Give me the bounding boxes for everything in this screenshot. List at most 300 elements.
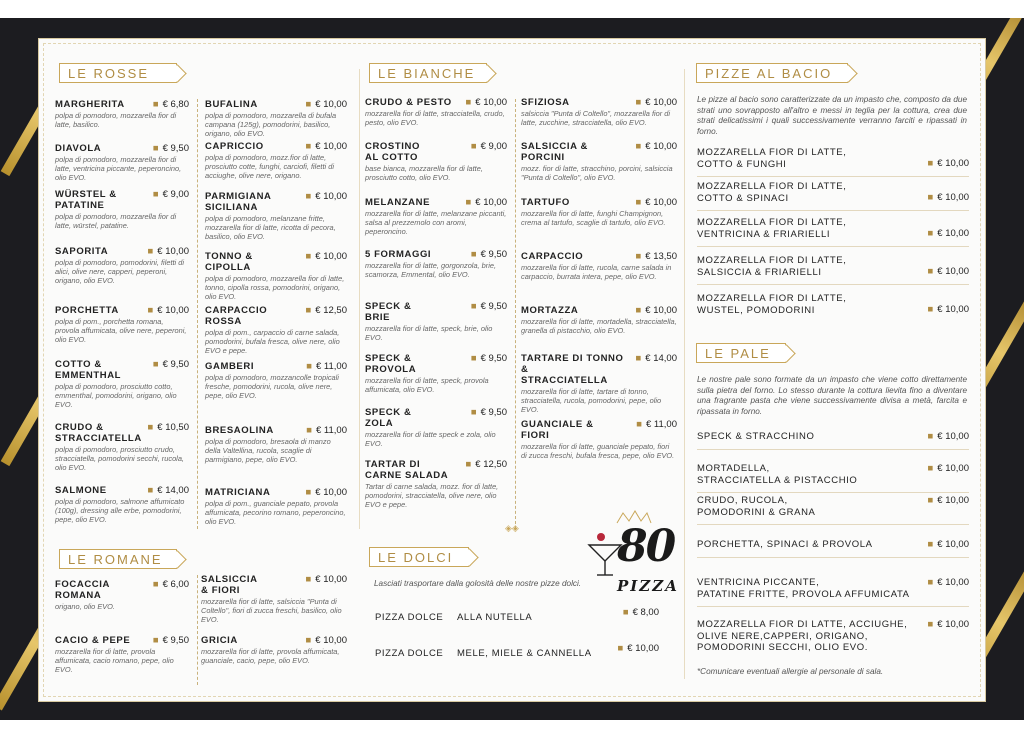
item-price bbox=[148, 422, 189, 433]
bullet-icon: ■ bbox=[927, 577, 934, 588]
item-name: PIZZA DOLCE bbox=[375, 648, 444, 659]
bullet-icon: ■ bbox=[635, 197, 642, 208]
item-price bbox=[928, 539, 969, 550]
row-divider bbox=[697, 246, 969, 247]
item-price bbox=[471, 353, 507, 364]
row-divider bbox=[697, 524, 969, 525]
item-description: mozzarella fior di latte, guanciale pepato, fiori di zucca freschi, bufala fresca, pepe, olio EVO. bbox=[521, 442, 675, 460]
menu-item-guanciale-fiori bbox=[521, 419, 677, 460]
item-price bbox=[148, 305, 189, 316]
row-divider bbox=[697, 492, 969, 493]
item-name: MOZZARELLA FIOR DI LATTE, ACCIUGHE, OLIVE NERE,CAPPERI, ORIGANO, POMODORINI SECCHI, OLIO EVO. bbox=[697, 619, 908, 653]
item-price bbox=[466, 459, 507, 470]
item-description: mozzarella fior di latte, rucola, carne salada in carpaccio, burrata intera, pepe, olio EVO. bbox=[521, 263, 672, 281]
item-price bbox=[928, 228, 969, 239]
bullet-icon: ■ bbox=[152, 359, 159, 370]
section-title-pale: LE PALE bbox=[696, 343, 786, 363]
bacio-item bbox=[697, 217, 969, 240]
item-description: mozzarella fior di latte, speck, provola affumicata, olio EVO. bbox=[365, 376, 489, 394]
item-price-value: € 10,00 bbox=[157, 305, 189, 316]
dolci-item bbox=[375, 643, 659, 661]
item-price bbox=[928, 158, 969, 169]
item-price bbox=[928, 431, 969, 442]
item-price-value: € 10,00 bbox=[315, 574, 347, 585]
bacio-item bbox=[697, 293, 969, 316]
item-name: MELANZANE bbox=[365, 197, 431, 208]
item-price-value: € 10,00 bbox=[315, 99, 347, 110]
menu-item-carpaccio bbox=[521, 251, 677, 281]
item-description: mozzarella fior di latte, speck, brie, olio EVO. bbox=[365, 324, 493, 342]
item-description: polpa di pomodoro, mozzarella fior di latte, ventricina piccante, peperoncino, olio EVO. bbox=[55, 155, 182, 182]
menu-item-porchetta bbox=[55, 305, 189, 344]
item-price bbox=[928, 495, 969, 506]
item-price bbox=[153, 579, 189, 590]
item-name: PORCHETTA bbox=[55, 305, 119, 316]
item-description: mozz. fior di latte, stracchino, porcini, salsiccia "Punta di Coltello", olio EVO. bbox=[521, 164, 673, 182]
bullet-icon: ■ bbox=[305, 635, 312, 646]
item-price-value: € 9,50 bbox=[162, 143, 189, 154]
item-name: SPECK & BRIE bbox=[365, 301, 412, 323]
bullet-icon: ■ bbox=[305, 487, 312, 498]
bullet-icon: ■ bbox=[147, 422, 154, 433]
item-name: TONNO & CIPOLLA bbox=[205, 251, 253, 273]
item-price-value: € 9,00 bbox=[162, 189, 189, 200]
item-name: PORCHETTA, SPINACI & PROVOLA bbox=[697, 539, 873, 550]
section-title-bianche: LE BIANCHE bbox=[369, 63, 487, 83]
item-price bbox=[306, 141, 347, 152]
menu-item-bresaolina bbox=[205, 425, 347, 464]
row-divider bbox=[697, 557, 969, 558]
item-price bbox=[618, 643, 659, 654]
menu-item-parmigiana-siciliana bbox=[205, 191, 347, 241]
item-price-value: € 10,00 bbox=[315, 487, 347, 498]
item-name: COTTO & EMMENTHAL bbox=[55, 359, 122, 381]
bullet-icon: ■ bbox=[927, 463, 934, 474]
pale-item bbox=[697, 495, 969, 518]
item-price-value: € 10,00 bbox=[315, 251, 347, 262]
item-price bbox=[148, 246, 189, 257]
item-price-value: € 13,50 bbox=[645, 251, 677, 262]
section-title-rosse: LE ROSSE bbox=[59, 63, 177, 83]
item-price bbox=[153, 143, 189, 154]
item-description: polpa di pomodoro, mozzarella fior di latte, würstel, patatine. bbox=[55, 212, 177, 230]
pale-item bbox=[697, 431, 969, 443]
menu-item-diavola bbox=[55, 143, 189, 182]
item-name: MATRICIANA bbox=[205, 487, 271, 498]
item-price-value: € 10,00 bbox=[627, 643, 659, 654]
item-name: CARPACCIO ROSSA bbox=[205, 305, 268, 327]
item-price-value: € 10,00 bbox=[645, 97, 677, 108]
item-description: polpa di pomodoro, salmone affumicato (100g), dressing alle erbe, pomodorini, pepe, olio EVO. bbox=[55, 497, 185, 524]
item-price-value: € 14,00 bbox=[645, 353, 677, 364]
item-name: SALSICCIA & PORCINI bbox=[521, 141, 588, 163]
bullet-icon: ■ bbox=[306, 425, 312, 436]
pale-intro: Le nostre pale sono formate da un impasto che viene cotto direttamente sulla pietra del forno. Lo stesso durante la cottura lievita fino a diventare una fragrante pasta che viene successivamente divisa a metà, farcita e ripassata in forno. bbox=[697, 375, 967, 416]
bullet-icon: ■ bbox=[305, 251, 312, 262]
bullet-icon: ■ bbox=[927, 495, 934, 506]
menu-item-mortazza bbox=[521, 305, 677, 335]
bullet-icon: ■ bbox=[152, 635, 159, 646]
item-name: GRICIA bbox=[201, 635, 238, 646]
item-price-value: € 10,00 bbox=[937, 619, 969, 630]
bullet-icon: ■ bbox=[927, 304, 934, 315]
item-price bbox=[636, 353, 677, 364]
item-price bbox=[153, 635, 189, 646]
item-price-value: € 10,50 bbox=[157, 422, 189, 433]
pale-footnote: *Comunicare eventuali allergie al personale di sala. bbox=[697, 667, 884, 676]
item-price bbox=[306, 361, 347, 372]
item-name: TARTARE DI TONNO & STRACCIATELLA bbox=[521, 353, 624, 386]
bullet-icon: ■ bbox=[152, 143, 159, 154]
bullet-icon: ■ bbox=[635, 305, 642, 316]
item-price bbox=[636, 141, 677, 152]
menu-item-5-formaggi bbox=[365, 249, 507, 279]
item-price bbox=[306, 99, 347, 110]
item-description: mozzarella fior di latte, funghi Champignon, crema al tartufo, scaglie di tartufo, olio EVO. bbox=[521, 209, 666, 227]
menu-item-gricia bbox=[201, 635, 347, 665]
menu-item-cotto-emmenthal bbox=[55, 359, 189, 409]
bullet-icon: ■ bbox=[147, 305, 154, 316]
item-name: CRUDO & STRACCIATELLA bbox=[55, 422, 142, 444]
item-price bbox=[928, 577, 969, 588]
section-title-romane: LE ROMANE bbox=[59, 549, 177, 569]
bullet-icon: ■ bbox=[927, 228, 934, 239]
menu-item-salsiccia-porcini bbox=[521, 141, 677, 182]
item-price-value: € 10,00 bbox=[937, 228, 969, 239]
item-price-value: € 12,50 bbox=[315, 305, 347, 316]
item-price-value: € 10,00 bbox=[315, 141, 347, 152]
menu-item-capriccio bbox=[205, 141, 347, 180]
item-description: polpa di pomodoro, mozzarella fior di latte, basilico. bbox=[55, 111, 177, 129]
item-description: polpa di pom., guanciale pepato, provola affumicata, pecorino romano, peperoncino, olio EVO. bbox=[205, 499, 346, 526]
bullet-icon: ■ bbox=[465, 97, 472, 108]
item-price-value: € 10,00 bbox=[645, 141, 677, 152]
item-price-value: € 10,00 bbox=[937, 158, 969, 169]
menu-item-salmone bbox=[55, 485, 189, 524]
item-price-value: € 14,00 bbox=[157, 485, 189, 496]
item-price-value: € 10,00 bbox=[937, 192, 969, 203]
item-name: SPECK & ZOLA bbox=[365, 407, 412, 429]
bullet-icon: ■ bbox=[152, 99, 159, 110]
menu-item-focaccia-romana bbox=[55, 579, 189, 611]
item-price bbox=[471, 407, 507, 418]
item-price-value: € 9,50 bbox=[480, 301, 507, 312]
item-name: MARGHERITA bbox=[55, 99, 125, 110]
row-divider bbox=[697, 284, 969, 285]
item-description: polpa di pomodoro, melanzane fritte, mozzarella fior di latte, ricotta di pecora, basilico, olio EVO. bbox=[205, 214, 336, 241]
item-price-value: € 10,00 bbox=[937, 463, 969, 474]
menu-item-tartare-di-tonno-stracciatella bbox=[521, 353, 677, 414]
item-price-value: € 10,00 bbox=[315, 191, 347, 202]
item-name: CAPRICCIO bbox=[205, 141, 264, 152]
item-description: polpa di pomodoro, mozzarella fior di latte, tonno, cipolla rossa, pomodorini, origano, olio EVO. bbox=[205, 274, 345, 301]
item-description: mozzarella fior di latte, melanzane piccanti, salsa al prezzemolo con aromi, peperoncino. bbox=[365, 209, 507, 236]
item-price-value: € 10,00 bbox=[937, 266, 969, 277]
menu-item-melanzane bbox=[365, 197, 507, 236]
item-price-value: € 10,00 bbox=[937, 304, 969, 315]
item-name: MOZZARELLA FIOR DI LATTE, SALSICCIA & FRIARIELLI bbox=[697, 255, 847, 278]
item-description: polpa di pom., carpaccio di carne salada, pomodorini, bufala fresca, olive nere, olio EVO e pepe. bbox=[205, 328, 340, 355]
bullet-icon: ■ bbox=[305, 305, 312, 316]
item-description: mozzarella fior di latte, stracciatella, crudo, pesto, olio EVO. bbox=[365, 109, 505, 127]
item-name: DIAVOLA bbox=[55, 143, 102, 154]
item-description: polpa di pomodoro, mozz.fior di latte, prosciutto cotte, funghi, carciofi, filetti di acciughe, olive nere, origano. bbox=[205, 153, 334, 180]
row-divider bbox=[697, 210, 969, 211]
bullet-icon: ■ bbox=[305, 99, 312, 110]
item-price bbox=[636, 197, 677, 208]
item-price bbox=[153, 189, 189, 200]
item-description: origano, olio EVO. bbox=[55, 602, 115, 611]
item-name: SALMONE bbox=[55, 485, 107, 496]
item-name: 5 FORMAGGI bbox=[365, 249, 432, 260]
item-name: SFIZIOSA bbox=[521, 97, 570, 108]
item-name: WÜRSTEL & PATATINE bbox=[55, 189, 117, 211]
bullet-icon: ■ bbox=[470, 249, 477, 260]
menu-item-saporita bbox=[55, 246, 189, 285]
item-description: polpa di pomodoro, mozzancolle tropicali fresche, pomodorini, rucola, olive nere, pepe, olio EVO. bbox=[205, 373, 339, 400]
pizzeria-logo bbox=[587, 509, 677, 609]
bullet-icon: ■ bbox=[927, 619, 934, 630]
bacio-item bbox=[697, 181, 969, 204]
item-price-value: € 6,00 bbox=[162, 579, 189, 590]
item-name: MOZZARELLA FIOR DI LATTE, COTTO & SPINACI bbox=[697, 181, 847, 204]
logo-number: 80 bbox=[617, 521, 675, 572]
row-divider bbox=[697, 449, 969, 450]
item-price bbox=[306, 305, 347, 316]
menu-item-tartufo bbox=[521, 197, 677, 227]
dolci-item bbox=[375, 607, 659, 625]
item-name: CROSTINO AL COTTO bbox=[365, 141, 420, 163]
item-description: mozzarella fior di latte, provola affumicata, cacio romano, pepe, olio EVO. bbox=[55, 647, 174, 674]
item-name: MOZZARELLA FIOR DI LATTE, VENTRICINA & FRIARIELLI bbox=[697, 217, 847, 240]
bullet-icon: ■ bbox=[617, 643, 624, 654]
row-divider bbox=[697, 606, 969, 607]
item-price bbox=[153, 99, 189, 110]
bullet-icon: ■ bbox=[152, 579, 159, 590]
bullet-icon: ■ bbox=[470, 353, 477, 364]
menu-item-matriciana bbox=[205, 487, 347, 526]
item-name: CACIO & PEPE bbox=[55, 635, 131, 646]
item-price bbox=[466, 97, 507, 108]
item-description: mozzarella fior di latte speck e zola, olio EVO. bbox=[365, 430, 496, 448]
item-price bbox=[636, 251, 677, 262]
item-description: polpa di pomodoro, prosciutto crudo, stracciatella, pomodorini secchi, rucola, olio EVO. bbox=[55, 445, 184, 472]
item-price bbox=[928, 619, 969, 630]
menu-item-cacio-pepe bbox=[55, 635, 189, 674]
bullet-icon: ■ bbox=[465, 197, 472, 208]
item-price-value: € 11,00 bbox=[316, 361, 347, 372]
item-name: FOCACCIA ROMANA bbox=[55, 579, 110, 601]
item-price-value: € 9,50 bbox=[162, 635, 189, 646]
item-description: polpa di pomodoro, pomodorini, filetti di alici, olive nere, capperi, peperoni, origano, olio EVO. bbox=[55, 258, 185, 285]
item-description: polpa di pomodoro, prosciutto cotto, emmenthal, pomodorini, origano, olio EVO. bbox=[55, 382, 177, 409]
item-price bbox=[471, 301, 507, 312]
item-price-value: € 10,00 bbox=[937, 577, 969, 588]
item-name: MORTADELLA, STRACCIATELLA & PISTACCHIO bbox=[697, 463, 858, 486]
item-price bbox=[636, 97, 677, 108]
bullet-icon: ■ bbox=[470, 407, 477, 418]
menu-item-w-rstel-patatine bbox=[55, 189, 189, 230]
item-price bbox=[466, 197, 507, 208]
item-description: mozzarella fior di latte, tartare di tonno, stracciatella, rucola, pomodorini, pepe, olio EVO. bbox=[521, 387, 662, 414]
item-price-value: € 10,00 bbox=[937, 539, 969, 550]
item-name: BRESAOLINA bbox=[205, 425, 274, 436]
item-price bbox=[148, 485, 189, 496]
item-price-value: € 10,00 bbox=[937, 431, 969, 442]
item-price-value: € 9,50 bbox=[480, 353, 507, 364]
item-price-value: € 11,00 bbox=[316, 425, 347, 436]
item-price-value: € 9,50 bbox=[480, 407, 507, 418]
item-price-value: € 10,00 bbox=[645, 197, 677, 208]
row-divider bbox=[697, 176, 969, 177]
bacio-item bbox=[697, 147, 969, 170]
item-name: SALSICCIA & FIORI bbox=[201, 574, 258, 596]
menu-item-speck-zola bbox=[365, 407, 507, 448]
menu-item-crudo-stracciatella bbox=[55, 422, 189, 472]
item-description: mozzarella fior di latte, salsiccia "Punta di Coltello", fiori di zucca freschi, basilico, olio EVO. bbox=[201, 597, 342, 624]
item-price bbox=[306, 487, 347, 498]
item-price bbox=[306, 425, 347, 436]
menu-item-margherita bbox=[55, 99, 189, 129]
item-price-value: € 10,00 bbox=[157, 246, 189, 257]
item-description: Tartar di carne salada, mozz. fior di latte, pomodorini, stracciatella, olive nere, olio EVO e pepe. bbox=[365, 482, 499, 509]
item-price-value: € 11,00 bbox=[646, 419, 677, 430]
item-name: VENTRICINA PICCANTE, PATATINE FRITTE, PROVOLA AFFUMICATA bbox=[697, 577, 910, 600]
item-name: MOZZARELLA FIOR DI LATTE, WUSTEL, POMODORINI bbox=[697, 293, 847, 316]
bacio-item bbox=[697, 255, 969, 278]
menu-item-speck-provola bbox=[365, 353, 507, 394]
bacio-intro: Le pizze al bacio sono caratterizzate da un impasto che, composto da due strati uno sovrapposto all'altro e messi in teglia per la cottura, crea due strati delicatissimi i quali successivamente verranno farciti e ripassati in forno. bbox=[697, 95, 967, 136]
bullet-icon: ■ bbox=[927, 431, 934, 442]
bullet-icon: ■ bbox=[305, 191, 312, 202]
bullet-icon: ■ bbox=[465, 459, 472, 470]
item-name: SPECK & PROVOLA bbox=[365, 353, 417, 375]
bullet-icon: ■ bbox=[470, 141, 477, 152]
item-name: SPECK & STRACCHINO bbox=[697, 431, 815, 442]
item-price-value: € 12,50 bbox=[475, 459, 507, 470]
item-price bbox=[928, 463, 969, 474]
bullet-icon: ■ bbox=[636, 419, 642, 430]
bullet-icon: ■ bbox=[927, 266, 934, 277]
bullet-icon: ■ bbox=[635, 141, 642, 152]
item-name: BUFALINA bbox=[205, 99, 258, 110]
menu-item-speck-brie bbox=[365, 301, 507, 342]
item-name: TARTUFO bbox=[521, 197, 570, 208]
bullet-icon: ■ bbox=[147, 485, 154, 496]
item-name: MOZZARELLA FIOR DI LATTE, COTTO & FUNGHI bbox=[697, 147, 847, 170]
dolci-intro: Lasciati trasportare dalla golosità delle nostre pizze dolci. bbox=[374, 579, 582, 588]
divider-ornament: ◈◈ bbox=[505, 523, 519, 533]
pale-item bbox=[697, 577, 969, 600]
item-price-value: € 9,00 bbox=[480, 141, 507, 152]
bullet-icon: ■ bbox=[622, 607, 629, 618]
item-price bbox=[306, 574, 347, 585]
item-description: mozzarella fior di latte, mortadella, stracciatella, granella di pistacchio, olio EVO. bbox=[521, 317, 677, 335]
bullet-icon: ■ bbox=[927, 158, 934, 169]
item-price bbox=[928, 192, 969, 203]
item-detail: MELE, MIELE & CANNELLA bbox=[457, 648, 592, 659]
item-price bbox=[636, 419, 677, 430]
item-description: mozzarella fior di latte, provola affumicata, guanciale, cacio, pepe, olio EVO. bbox=[201, 647, 340, 665]
item-description: mozzarella fior di latte, gorgonzola, brie, scamorza, Emmental, olio EVO. bbox=[365, 261, 497, 279]
item-price bbox=[928, 266, 969, 277]
item-price bbox=[153, 359, 189, 370]
bullet-icon: ■ bbox=[927, 192, 934, 203]
item-name: SAPORITA bbox=[55, 246, 109, 257]
item-description: polpa di pomodoro, mozzarella di bufala campana (125g), pomodorini, basilico, origano, olio EVO. bbox=[205, 111, 337, 138]
bullet-icon: ■ bbox=[635, 251, 642, 262]
menu-item-sfiziosa bbox=[521, 97, 677, 127]
item-description: salsiccia "Punta di Coltello", mozzarella fior di latte, zucchine, stracciatella, olio EVO. bbox=[521, 109, 671, 127]
item-price-value: € 10,00 bbox=[475, 97, 507, 108]
menu-item-bufalina bbox=[205, 99, 347, 138]
item-detail: ALLA NUTELLA bbox=[457, 612, 533, 623]
menu-page bbox=[38, 38, 986, 702]
item-price bbox=[306, 251, 347, 262]
item-price-value: € 10,00 bbox=[475, 197, 507, 208]
pale-item bbox=[697, 463, 969, 486]
item-name: GUANCIALE & FIORI bbox=[521, 419, 594, 441]
menu-item-crostino-al-cotto bbox=[365, 141, 507, 182]
item-price bbox=[636, 305, 677, 316]
item-name: CRUDO & PESTO bbox=[365, 97, 452, 108]
bullet-icon: ■ bbox=[470, 301, 477, 312]
item-price-value: € 6,80 bbox=[162, 99, 189, 110]
item-name: MORTAZZA bbox=[521, 305, 579, 316]
bullet-icon: ■ bbox=[147, 246, 154, 257]
menu-item-tartar-di-carne-salada bbox=[365, 459, 507, 509]
bullet-icon: ■ bbox=[305, 141, 312, 152]
bullet-icon: ■ bbox=[927, 539, 934, 550]
logo-word: PIZZA bbox=[617, 577, 679, 595]
section-title-dolci: LE DOLCI bbox=[369, 547, 469, 567]
item-description: polpa di pom., porchetta romana, provola affumicata, olive nere, peperoni, olio EVO. bbox=[55, 317, 187, 344]
menu-item-salsiccia-fiori bbox=[201, 574, 347, 624]
pale-item bbox=[697, 539, 969, 551]
item-name: PARMIGIANA SICILIANA bbox=[205, 191, 272, 213]
item-price bbox=[471, 249, 507, 260]
item-price-value: € 10,00 bbox=[315, 635, 347, 646]
menu-item-tonno-cipolla bbox=[205, 251, 347, 301]
menu-item-crudo-pesto bbox=[365, 97, 507, 127]
item-price bbox=[928, 304, 969, 315]
item-price-value: € 8,00 bbox=[632, 607, 659, 618]
item-price bbox=[306, 635, 347, 646]
item-name: CRUDO, RUCOLA, POMODORINI & GRANA bbox=[697, 495, 816, 518]
menu-item-gamberi bbox=[205, 361, 347, 400]
bullet-icon: ■ bbox=[305, 574, 312, 585]
bullet-icon: ■ bbox=[635, 97, 642, 108]
item-price-value: € 9,50 bbox=[162, 359, 189, 370]
section-title-bacio: PIZZE AL BACIO bbox=[696, 63, 848, 83]
item-price-value: € 10,00 bbox=[645, 305, 677, 316]
bullet-icon: ■ bbox=[152, 189, 159, 200]
item-description: polpa di pomodoro, bresaola di manzo della Valtellina, rucola, scaglie di parmigiano, pepe, olio EVO. bbox=[205, 437, 331, 464]
item-price-value: € 10,00 bbox=[937, 495, 969, 506]
bullet-icon: ■ bbox=[635, 353, 642, 364]
menu-item-carpaccio-rossa bbox=[205, 305, 347, 355]
item-name: CARPACCIO bbox=[521, 251, 584, 262]
item-name: GAMBERI bbox=[205, 361, 255, 372]
item-price bbox=[471, 141, 507, 152]
pale-item bbox=[697, 619, 969, 654]
bullet-icon: ■ bbox=[306, 361, 312, 372]
item-name: PIZZA DOLCE bbox=[375, 612, 444, 623]
item-price-value: € 9,50 bbox=[480, 249, 507, 260]
item-description: base bianca, mozzarella fior di latte, prosciutto cotto, olio EVO. bbox=[365, 164, 483, 182]
item-name: TARTAR DI CARNE SALADA bbox=[365, 459, 449, 481]
item-price bbox=[306, 191, 347, 202]
